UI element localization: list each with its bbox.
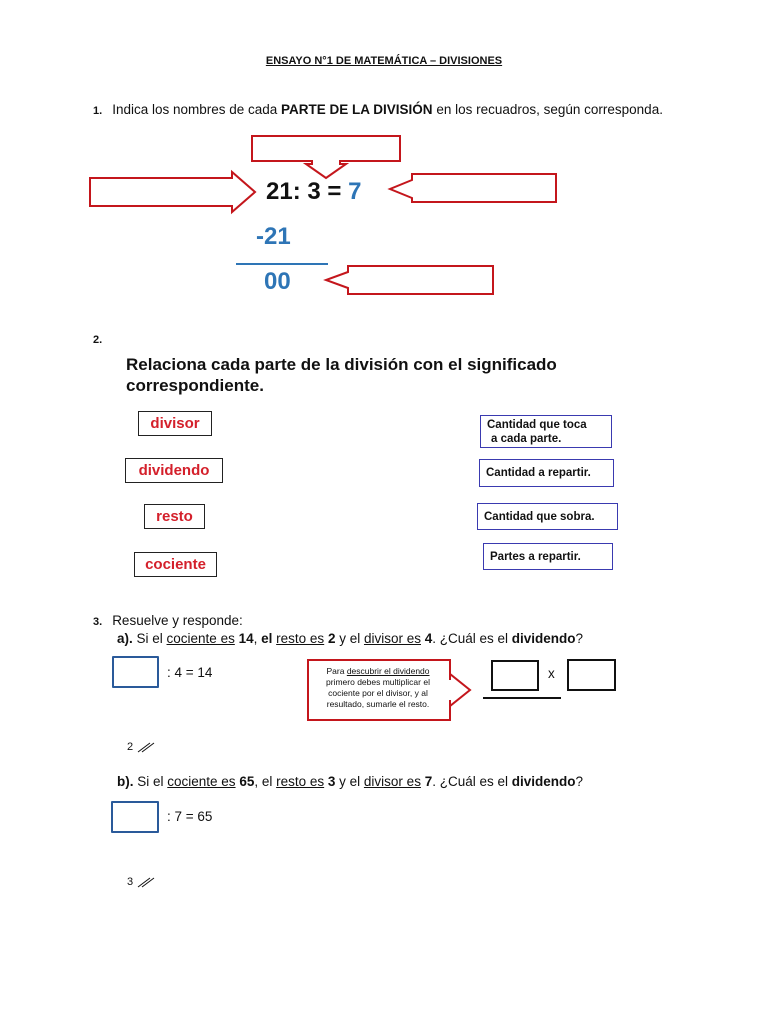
hint-text: Para descubrir el dividendo primero debes multiplicar el cociente por el divisor, y al resultado, sumarle el resto. xyxy=(326,666,430,709)
answer-box-divisor[interactable] xyxy=(252,136,400,178)
answer-box-remainder[interactable] xyxy=(326,266,493,294)
subtract-value: -21 xyxy=(256,223,291,250)
answer-box-dividend[interactable] xyxy=(90,172,255,212)
remainder-value: 00 xyxy=(264,268,291,295)
q3a-dividend-input[interactable] xyxy=(112,656,159,688)
score-slash-icon xyxy=(136,876,156,888)
q3a-question: a). Si el cociente es 14, el resto es 2 y el divisor es 4. ¿Cuál es el dividendo? xyxy=(117,631,584,646)
q3a-score: 2 xyxy=(127,741,156,753)
answer-box-quotient[interactable] xyxy=(390,174,556,202)
q3a-divisor-box[interactable] xyxy=(567,659,616,691)
quotient-value: 7 xyxy=(348,178,362,205)
term-resto[interactable]: resto xyxy=(144,504,205,529)
page-title: ENSAYO N°1 DE MATEMÁTICA – DIVISIONES xyxy=(265,55,503,67)
term-cociente[interactable]: cociente xyxy=(134,552,217,577)
q3a-equation: : 4 = 14 xyxy=(167,665,213,680)
division-equation: 21: 3 = 7 xyxy=(266,178,362,205)
score-slash-icon xyxy=(136,741,156,753)
definition-2[interactable]: Cantidad a repartir. xyxy=(479,459,614,487)
q1-number: 1. xyxy=(93,105,103,117)
q3-instruction: 3. Resuelve y responde: xyxy=(93,613,243,628)
q1-diagram xyxy=(0,0,768,310)
times-sign: x xyxy=(548,666,555,681)
q3b-score: 3 xyxy=(127,876,156,888)
q3b-equation: : 7 = 65 xyxy=(167,809,213,824)
q3b-question: b). Si el cociente es 65, el resto es 3 y el divisor es 7. ¿Cuál es el dividendo? xyxy=(117,774,584,789)
q1-instruction: 1. Indica los nombres de cada PARTE DE LA DIVISIÓN en los recuadros, según corresponda. xyxy=(93,102,663,117)
definition-1[interactable]: Cantidad que toca a cada parte. xyxy=(480,415,612,448)
definition-4[interactable]: Partes a repartir. xyxy=(483,543,613,570)
q2-number: 2. xyxy=(93,334,103,346)
term-dividendo[interactable]: dividendo xyxy=(125,458,223,483)
term-divisor[interactable]: divisor xyxy=(138,411,212,436)
q2-title: Relaciona cada parte de la división con el significado correspondiente. xyxy=(126,355,557,395)
q3a-cociente-box[interactable] xyxy=(491,660,539,691)
q3a-result-line xyxy=(483,697,561,699)
definition-3[interactable]: Cantidad que sobra. xyxy=(477,503,618,530)
q3b-dividend-input[interactable] xyxy=(111,801,159,833)
q3-number: 3. xyxy=(93,616,103,628)
